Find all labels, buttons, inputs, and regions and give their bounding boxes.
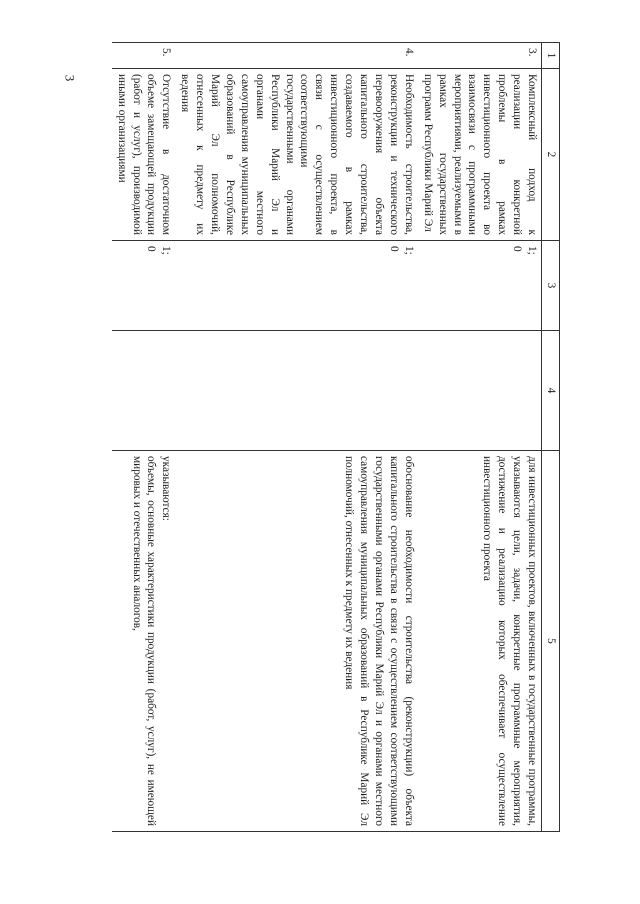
row-number: 3. [418,43,542,69]
landscape-sheet [90,42,560,832]
score-values: 1; 0 [418,241,542,331]
score-values: 1; 0 [112,241,176,331]
description-text: указываются: объемы, основные характеристики продукции (работ, услуг), не имеющей мировых и отечественных аналогов, [112,451,176,832]
header-col-5: 5 [542,451,560,832]
col4-cell [112,331,176,451]
description-text: обоснование необходимости строительства (реконструкции) объекта капитального строительства в связи с осуществлением соответствующими государственными органами Республики Марий Эл и органами местного самоуправления муниципальных образований в Республике Марий Эл полномочий, отнесенных к предмету их ведения [175,451,418,832]
header-col-4: 4 [542,331,560,451]
col4-cell [175,331,418,451]
table-row [418,43,542,832]
table-row [112,43,176,832]
criteria-table [112,42,560,832]
header-col-1: 1 [542,43,560,69]
row-number: 5. [112,43,176,69]
criterion-text: Необходимость строительства, реконструкции и технического перевооружения объекта капитального строительства, создаваемого в рамках инвестиционного проекта, в связи с осуществлением соответствующими государственными органами Республики Марий Эл и органами местного самоуправления муниципальных образований в Республике Марий Эл полномочий, отнесенных к предмету их ведения [175,69,418,241]
header-col-3: 3 [542,241,560,331]
header-row [542,43,560,832]
description-text: для инвестиционных проектов, включенных в государственные программы, указываются цели, задачи, конкретные программные мероприятия, достижение и реализацию которых обеспечивает осуществление инвестиционного проекта [418,451,542,832]
page-number: 3 [62,74,78,82]
row-number: 4. [175,43,418,69]
criterion-text: Комплексный подход к реализации конкретной проблемы в рамках инвестиционного проекта во взаимосвязи с программными мероприятиями, реализуемыми в рамках государственных программ Республики Марий Эл [418,69,542,241]
score-values: 1; 0 [175,241,418,331]
header-col-2: 2 [542,69,560,241]
table-row [175,43,418,832]
col4-cell [418,331,542,451]
criterion-text: Отсутствие в достаточном объеме замещающей продукции (работ и услуг), производимой иными организациями [112,69,176,241]
